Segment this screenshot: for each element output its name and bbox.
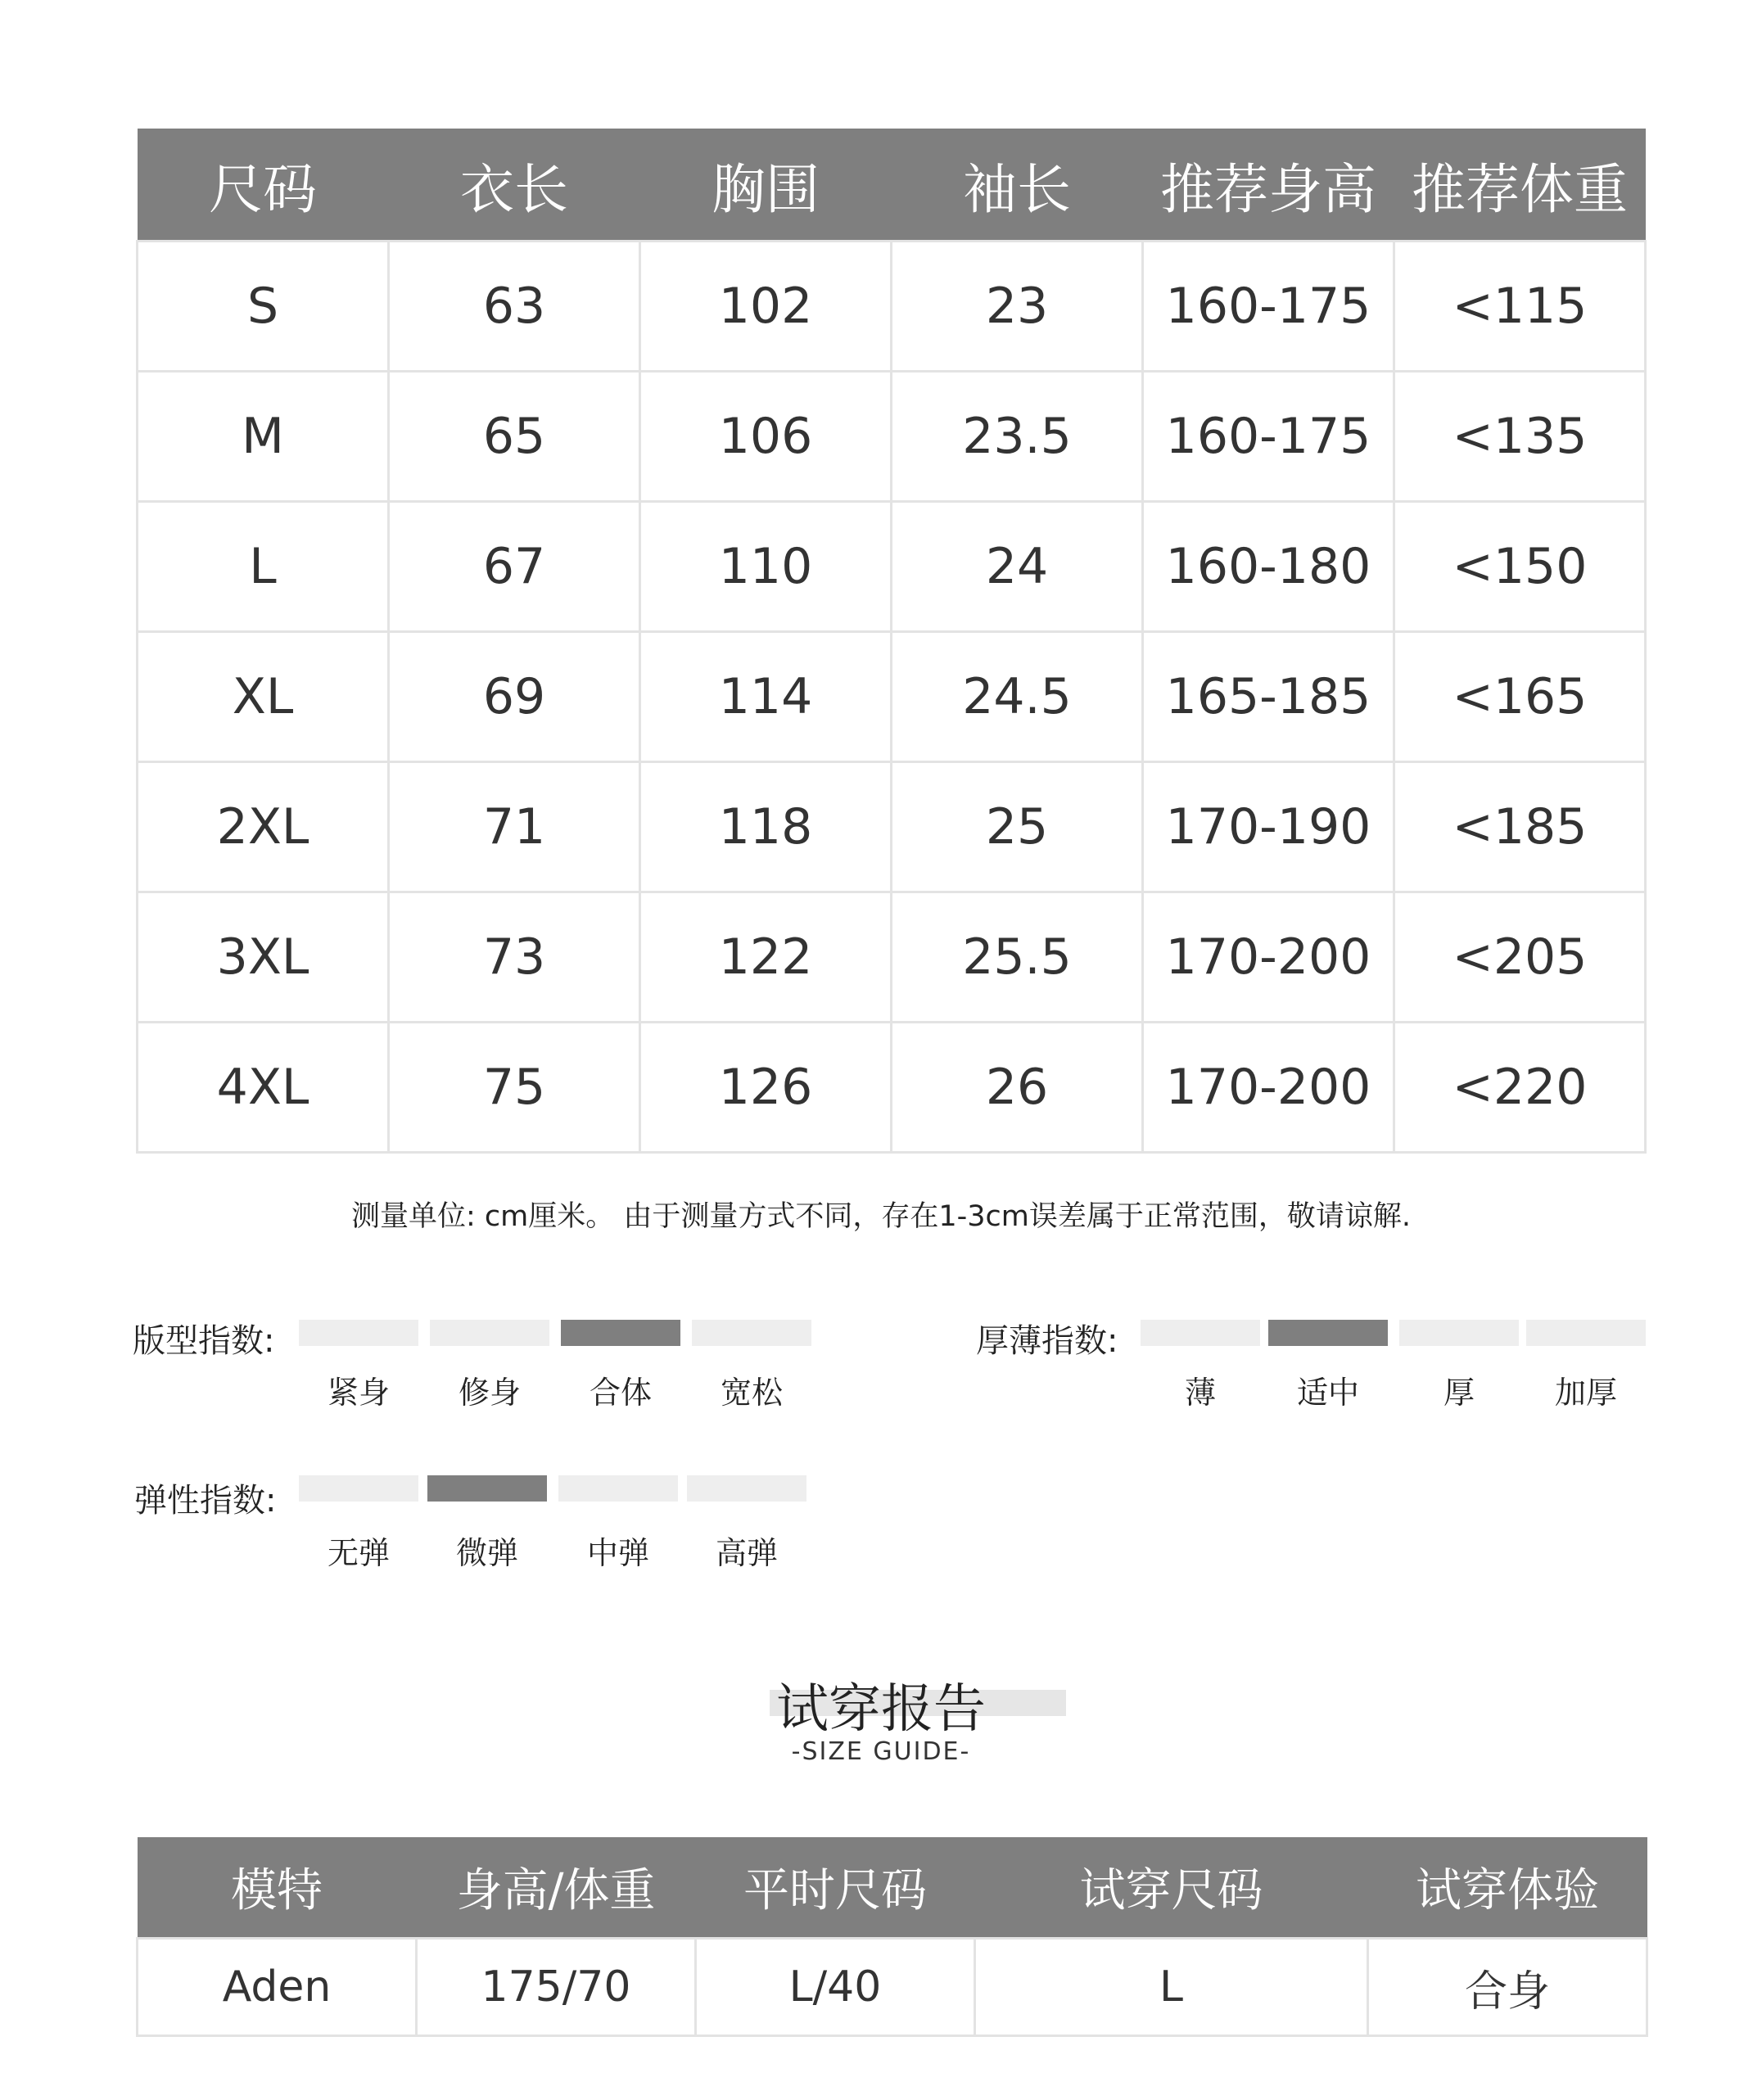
table-row <box>138 242 1646 372</box>
fit-option-label: 宽松 <box>720 1375 783 1411</box>
header-rec-height: 推荐身高 <box>1143 129 1394 242</box>
thickness-index-bar <box>1268 1320 1388 1346</box>
cell-rec-height: 165-185 <box>1143 632 1394 762</box>
cell-try-size: L <box>975 1939 1368 2036</box>
cell-size: 4XL <box>138 1023 389 1153</box>
elasticity-option-label: 微弹 <box>455 1535 518 1571</box>
size-table-header-row <box>138 129 1646 242</box>
cell-rec-weight: <150 <box>1394 502 1646 632</box>
cell-usual-size: L/40 <box>696 1939 975 2036</box>
cell-size: M <box>138 372 389 502</box>
report-subtitle: -SIZE GUIDE- <box>791 1737 971 1766</box>
cell-size: 3XL <box>138 892 389 1023</box>
cell-length: 75 <box>389 1023 640 1153</box>
cell-chest: 118 <box>640 762 892 892</box>
fit-index-bar <box>299 1320 418 1346</box>
report-title: 试穿报告 <box>776 1679 986 1740</box>
cell-sleeve: 25 <box>892 762 1143 892</box>
cell-model: Aden <box>138 1939 417 2036</box>
cell-chest: 114 <box>640 632 892 762</box>
thickness-index-bar <box>1399 1320 1519 1346</box>
cell-size: S <box>138 242 389 372</box>
elasticity-index-bar <box>558 1475 678 1502</box>
fit-option-label: 紧身 <box>327 1375 390 1411</box>
elasticity-index-bar <box>687 1475 806 1502</box>
cell-length: 67 <box>389 502 640 632</box>
elasticity-option-label: 中弹 <box>586 1535 649 1571</box>
cell-length: 71 <box>389 762 640 892</box>
table-row <box>138 632 1646 762</box>
cell-rec-height: 170-200 <box>1143 1023 1394 1153</box>
header-try-size: 试穿尺码 <box>975 1837 1368 1939</box>
table-row <box>138 372 1646 502</box>
cell-rec-weight: <185 <box>1394 762 1646 892</box>
cell-rec-height: 160-175 <box>1143 372 1394 502</box>
table-row <box>138 892 1646 1023</box>
table-row <box>138 502 1646 632</box>
table-row <box>138 1939 1647 2036</box>
header-chest: 胸围 <box>640 129 892 242</box>
cell-height-weight: 175/70 <box>417 1939 696 2036</box>
table-row <box>138 1023 1646 1153</box>
header-model: 模特 <box>138 1837 417 1939</box>
cell-length: 69 <box>389 632 640 762</box>
cell-sleeve: 23.5 <box>892 372 1143 502</box>
cell-sleeve: 24 <box>892 502 1143 632</box>
cell-rec-height: 170-200 <box>1143 892 1394 1023</box>
thickness-index-bar <box>1141 1320 1260 1346</box>
thickness-option-label: 适中 <box>1296 1375 1359 1411</box>
header-sleeve: 袖长 <box>892 129 1143 242</box>
cell-chest: 122 <box>640 892 892 1023</box>
header-usual-size: 平时尺码 <box>696 1837 975 1939</box>
fit-index-bar <box>561 1320 680 1346</box>
model-table <box>136 1837 1648 2037</box>
cell-rec-height: 160-175 <box>1143 242 1394 372</box>
elasticity-index-bar <box>299 1475 418 1502</box>
thickness-option-label: 薄 <box>1184 1375 1216 1411</box>
cell-rec-height: 160-180 <box>1143 502 1394 632</box>
fit-index-label: 版型指数: <box>133 1322 275 1360</box>
cell-chest: 110 <box>640 502 892 632</box>
cell-try-experience: 合身 <box>1368 1939 1647 2036</box>
cell-rec-weight: <220 <box>1394 1023 1646 1153</box>
cell-size: L <box>138 502 389 632</box>
cell-chest: 126 <box>640 1023 892 1153</box>
measurement-note: 测量单位: cm厘米。 由于测量方式不同，存在1-3cm误差属于正常范围，敬请谅解. <box>350 1200 1411 1233</box>
cell-length: 65 <box>389 372 640 502</box>
fit-index-bar <box>430 1320 549 1346</box>
header-try-experience: 试穿体验 <box>1368 1837 1647 1939</box>
cell-sleeve: 23 <box>892 242 1143 372</box>
cell-size: 2XL <box>138 762 389 892</box>
fit-option-label: 修身 <box>458 1375 521 1411</box>
cell-rec-weight: <165 <box>1394 632 1646 762</box>
cell-rec-weight: <135 <box>1394 372 1646 502</box>
fit-option-label: 合体 <box>589 1375 652 1411</box>
model-table-header-row <box>138 1837 1647 1939</box>
header-size: 尺码 <box>138 129 389 242</box>
thickness-option-label: 加厚 <box>1554 1375 1617 1411</box>
header-height-weight: 身高/体重 <box>417 1837 696 1939</box>
cell-length: 63 <box>389 242 640 372</box>
thickness-index-bar <box>1526 1320 1646 1346</box>
table-row <box>138 762 1646 892</box>
cell-rec-weight: <205 <box>1394 892 1646 1023</box>
cell-sleeve: 25.5 <box>892 892 1143 1023</box>
elasticity-index-label: 弹性指数: <box>134 1482 277 1520</box>
size-table <box>136 129 1647 1154</box>
elasticity-index-bar <box>427 1475 547 1502</box>
cell-sleeve: 24.5 <box>892 632 1143 762</box>
fit-index-bar <box>692 1320 811 1346</box>
thickness-index-label: 厚薄指数: <box>976 1322 1118 1360</box>
header-length: 衣长 <box>389 129 640 242</box>
elasticity-option-label: 高弹 <box>715 1535 778 1571</box>
cell-chest: 106 <box>640 372 892 502</box>
thickness-option-label: 厚 <box>1443 1375 1475 1411</box>
cell-length: 73 <box>389 892 640 1023</box>
elasticity-option-label: 无弹 <box>327 1535 390 1571</box>
cell-chest: 102 <box>640 242 892 372</box>
header-rec-weight: 推荐体重 <box>1394 129 1646 242</box>
cell-size: XL <box>138 632 389 762</box>
cell-rec-weight: <115 <box>1394 242 1646 372</box>
cell-rec-height: 170-190 <box>1143 762 1394 892</box>
cell-sleeve: 26 <box>892 1023 1143 1153</box>
